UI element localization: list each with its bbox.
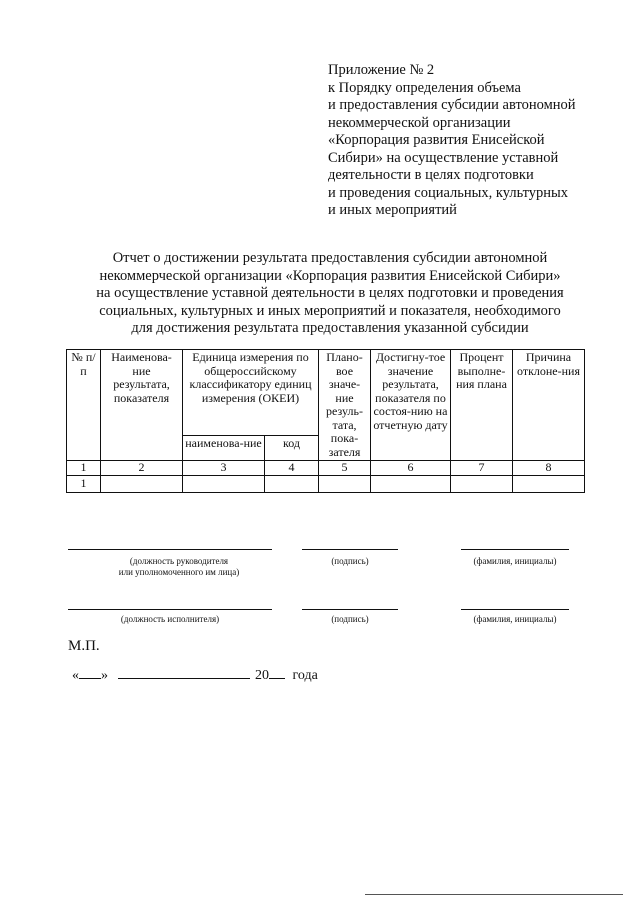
report-title-line: некоммерческой организации «Корпорация развития Енисейской Сибири»: [99, 267, 561, 284]
report-title-line: на осуществление уставной деятельности в целях подготовки и проведения: [96, 285, 564, 301]
table-cell[interactable]: [101, 476, 183, 493]
position-signature-line[interactable]: [68, 549, 272, 550]
column-number: 3: [183, 461, 265, 476]
year-prefix: 20: [255, 668, 269, 683]
name-caption: (фамилия, инициалы): [473, 556, 557, 566]
appendix-line: и предоставления субсидии автономной: [328, 97, 576, 113]
header-okei-unit: Единица измерения по общероссийскому классификатору единиц измерения (ОКЕИ): [183, 350, 319, 436]
signature-line[interactable]: [302, 549, 398, 550]
column-number: 7: [451, 461, 513, 476]
header-achieved-value: Достигну-тое значение результата, показателя по состоя-нию на отчетную дату: [371, 350, 451, 461]
report-title-line: социальных, культурных и иных мероприятий и показателя, необходимого: [99, 302, 561, 319]
column-number: 1: [67, 461, 101, 476]
bottom-divider: [365, 894, 623, 895]
header-unit-code: код: [265, 436, 319, 461]
year-suffix: года: [292, 668, 318, 683]
executor-signature-line[interactable]: [302, 609, 398, 610]
appendix-line: Сибири» на осуществление уставной: [328, 149, 559, 166]
header-planned-value: Плано-вое значе-ние резуль-тата, пока-зателя: [319, 350, 371, 461]
table-cell[interactable]: [183, 476, 265, 493]
table-cell[interactable]: 1: [67, 476, 101, 493]
report-table: [66, 349, 585, 493]
header-number: № п/п: [67, 350, 101, 461]
table-cell[interactable]: [265, 476, 319, 493]
signature-caption: (подпись): [331, 556, 369, 566]
table-cell[interactable]: [371, 476, 451, 493]
report-title-line: для достижения результата предоставления указанной субсидии: [131, 320, 529, 336]
executor-name-caption: (фамилия, инициалы): [473, 614, 557, 624]
appendix-line: «Корпорация развития Енисейской: [328, 132, 545, 148]
column-number: 6: [371, 461, 451, 476]
report-title-line: Отчет о достижении результата предоставления субсидии автономной: [112, 250, 548, 266]
appendix-line: к Порядку определения объема: [328, 79, 521, 96]
appendix-line: Приложение № 2: [328, 62, 435, 78]
column-number: 2: [101, 461, 183, 476]
column-number: 8: [513, 461, 585, 476]
table-cell[interactable]: [319, 476, 371, 493]
header-unit-name: наименова-ние: [183, 436, 265, 461]
position-caption: (должность руководителя или уполномоченного им лица): [118, 556, 240, 577]
column-number: 4: [265, 461, 319, 476]
table-cell[interactable]: [451, 476, 513, 493]
table-row: [67, 476, 585, 493]
column-number: 5: [319, 461, 371, 476]
date-open-quote: «: [72, 668, 79, 683]
report-title: [60, 250, 600, 338]
stamp-label: М.П.: [68, 638, 100, 654]
day-blank[interactable]: [79, 666, 101, 679]
date-close-quote: »: [101, 668, 108, 683]
date-line: [72, 666, 318, 684]
appendix-line: и иных мероприятий: [328, 202, 457, 218]
executor-name-line[interactable]: [461, 609, 569, 610]
executor-signature-caption: (подпись): [331, 614, 369, 624]
header-result-name: Наименова-ние результата, показателя: [101, 350, 183, 461]
month-blank[interactable]: [118, 666, 250, 679]
executor-position-line[interactable]: [68, 609, 272, 610]
appendix-line: некоммерческой организации: [328, 114, 511, 131]
executor-position-caption: (должность исполнителя): [120, 614, 220, 624]
appendix-header: [328, 62, 618, 220]
name-signature-line[interactable]: [461, 549, 569, 550]
appendix-line: и проведения социальных, культурных: [328, 184, 569, 201]
header-plan-percent: Процент выполне-ния плана: [451, 350, 513, 461]
appendix-line: деятельности в целях подготовки: [328, 167, 534, 183]
header-deviation-reason: Причина отклоне-ния: [513, 350, 585, 461]
year-blank[interactable]: [269, 666, 285, 679]
table-cell[interactable]: [513, 476, 585, 493]
